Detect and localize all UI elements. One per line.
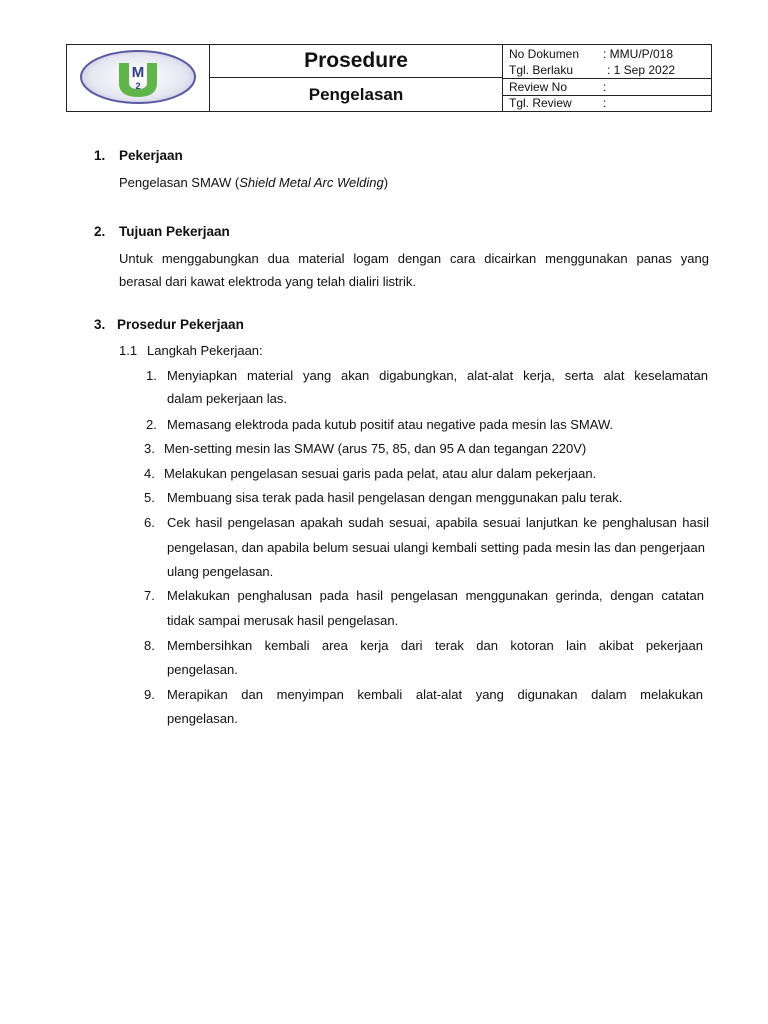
step-number: 7. <box>144 588 155 603</box>
step-line: Memasang elektroda pada kutub positif atau negative pada mesin las SMAW. <box>167 417 614 432</box>
document-subtitle: Pengelasan <box>308 84 404 104</box>
section-1-title: Pekerjaan <box>119 148 183 163</box>
step-line: Cek hasil pengelasan apakah sudah sesuai, apabila sesuai lanjutkan ke penghalusan hasil <box>167 515 709 530</box>
document-header <box>66 44 712 112</box>
section-3-number: 3. <box>94 317 106 332</box>
step-line: ulang pengelasan. <box>167 564 274 579</box>
meta-value: : <box>603 96 607 110</box>
meta-row-no-dokumen <box>509 46 709 62</box>
step-line: dalam pekerjaan las. <box>167 391 287 406</box>
step-line: pengelasan, dan apabila belum sesuai ulangi kembali setting pada mesin las dan pengerjaan <box>167 540 705 555</box>
svg-text:2: 2 <box>135 81 141 91</box>
meta-key: No Dokumen <box>509 47 580 61</box>
section-1-text <box>119 174 388 192</box>
step-number: 6. <box>144 515 155 530</box>
section-1-text-prefix: Pengelasan SMAW ( <box>119 175 240 190</box>
title-cell <box>210 45 503 111</box>
section-2-text-line: Untuk menggabungkan dua material logam dengan cara dicairkan menggunakan panas yang <box>119 251 709 266</box>
step-line: pengelasan. <box>167 662 238 677</box>
meta-key: Tgl. Review <box>509 96 572 110</box>
document-title: Prosedure <box>210 45 502 78</box>
step-line: Melakukan pengelasan sesuai garis pada pelat, atau alur dalam pekerjaan. <box>164 466 597 481</box>
step-number: 2. <box>146 417 157 432</box>
section-2-text-line: berasal dari kawat elektroda yang telah dialiri listrik. <box>119 274 416 289</box>
section-1-number: 1. <box>94 148 106 163</box>
step-line: Melakukan penghalusan pada hasil pengelasan menggunakan gerinda, dengan catatan <box>167 588 704 603</box>
meta-row-tgl-review <box>509 95 709 111</box>
step-number: 5. <box>144 490 155 505</box>
meta-value: : <box>603 80 607 94</box>
meta-value: : 1 Sep 2022 <box>607 63 676 77</box>
section-1-text-italic: Shield Metal Arc Welding <box>239 175 384 190</box>
step-number: 1. <box>146 368 157 383</box>
meta-cell <box>503 45 711 111</box>
subsection-number: 1.1 <box>119 343 138 358</box>
step-number: 4. <box>144 466 155 481</box>
meta-key: Review No <box>509 80 568 94</box>
step-number: 3. <box>144 441 155 456</box>
subsection-title: Langkah Pekerjaan: <box>147 343 263 358</box>
step-number: 9. <box>144 687 155 702</box>
meta-row-review-no <box>509 79 709 95</box>
section-2-number: 2. <box>94 224 106 239</box>
step-number: 8. <box>144 638 155 653</box>
meta-value: : MMU/P/018 <box>603 47 674 61</box>
section-2-title: Tujuan Pekerjaan <box>119 224 230 239</box>
step-line: pengelasan. <box>167 711 238 726</box>
meta-row-tgl-berlaku <box>509 62 709 78</box>
section-1-text-suffix: ) <box>383 175 389 190</box>
step-line: Membersihkan kembali area kerja dari terak dan kotoran lain akibat pekerjaan <box>167 638 703 653</box>
step-line: tidak sampai merusak hasil pengelasan. <box>167 613 399 628</box>
section-3-title: Prosedur Pekerjaan <box>117 317 244 332</box>
step-line: Membuang sisa terak pada hasil pengelasan dengan menggunakan palu terak. <box>167 490 623 505</box>
step-line: Men-setting mesin las SMAW (arus 75, 85, dan 95 A dan tegangan 220V) <box>164 441 587 456</box>
company-logo <box>67 45 210 111</box>
svg-text:M: M <box>131 64 145 81</box>
meta-key: Tgl. Berlaku <box>509 63 574 77</box>
logo-cell <box>67 45 210 111</box>
step-line: Merapikan dan menyimpan kembali alat-alat yang digunakan dalam melakukan <box>167 687 703 702</box>
step-line: Menyiapkan material yang akan digabungkan, alat-alat kerja, serta alat keselamatan <box>167 368 708 383</box>
